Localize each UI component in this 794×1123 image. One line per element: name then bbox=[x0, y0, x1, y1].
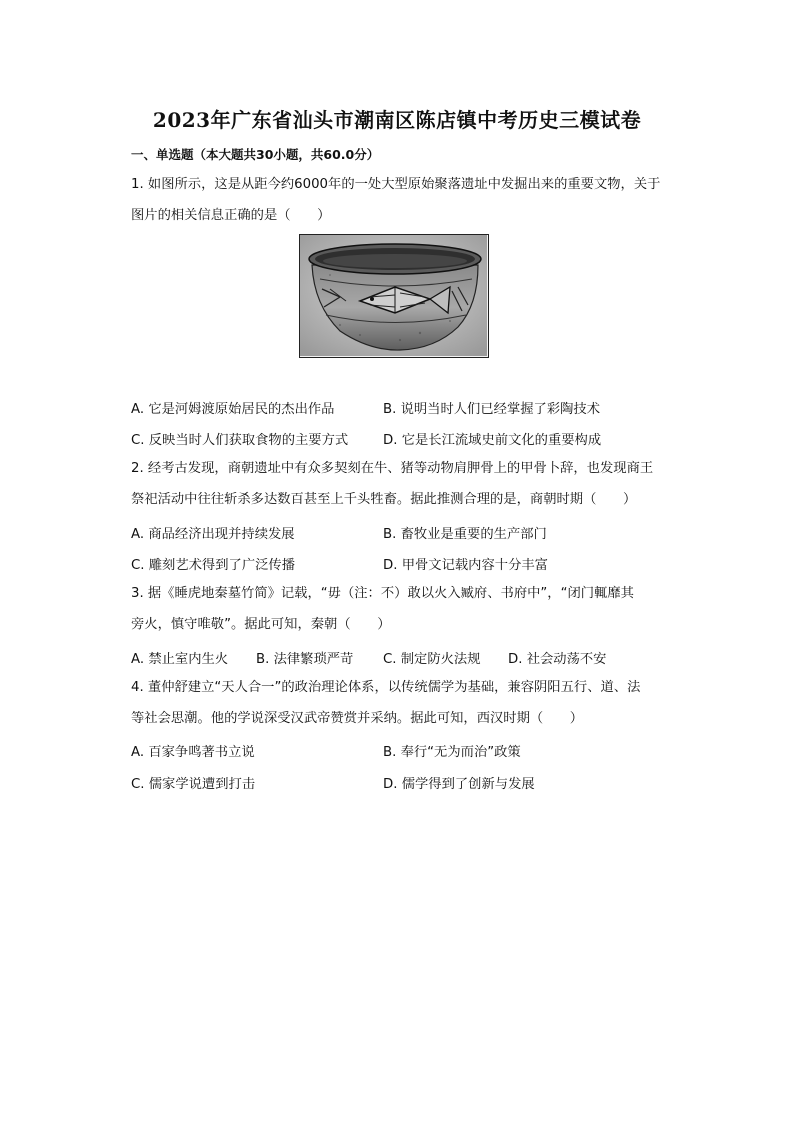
section-heading: 一、单选题（本大题共30小题，共60.0分） bbox=[131, 147, 380, 162]
question-3-option-c: C. 制定防火法规 bbox=[383, 652, 481, 667]
question-2-option-c: C. 雕刻艺术得到了广泛传播 bbox=[131, 558, 296, 573]
question-1-option-b: B. 说明当时人们已经掌握了彩陶技术 bbox=[383, 402, 601, 417]
question-1-option-a: A. 它是河姆渡原始居民的杰出作品 bbox=[131, 402, 335, 417]
pottery-basin-illustration bbox=[300, 235, 487, 356]
question-3-option-a: A. 禁止室内生火 bbox=[131, 652, 229, 667]
page-title: 2023年广东省汕头市潮南区陈店镇中考历史三模试卷 bbox=[152, 108, 642, 132]
question-3-line-1: 3. 据《睡虎地秦墓竹简》记载，“毋（注：不）敢以火入臧府、书府中”，“闭门輒靡其 bbox=[131, 586, 634, 601]
pottery-basin-image bbox=[299, 234, 489, 358]
question-3-option-b: B. 法律繁琐严苛 bbox=[256, 652, 354, 667]
question-4-line-2: 等社会思潮。他的学说深受汉武帝赞赏并采纳。据此可知，西汉时期（ ） bbox=[131, 711, 584, 726]
question-4-line-1: 4. 董仲舒建立“天人合一”的政治理论体系，以传统儒学为基础，兼容阴阳五行、道、法 bbox=[131, 680, 641, 695]
question-1-option-c: C. 反映当时人们获取食物的主要方式 bbox=[131, 433, 349, 448]
question-3-line-2: 旁火，慎守唯敬”。据此可知，秦朝（ ） bbox=[131, 617, 391, 632]
question-2-option-d: D. 甲骨文记载内容十分丰富 bbox=[383, 558, 548, 573]
question-2-option-a: A. 商品经济出现并持续发展 bbox=[131, 527, 295, 542]
question-2-line-2: 祭祀活动中往往斩杀多达数百甚至上千头牲畜。据此推测合理的是，商朝时期（ ） bbox=[131, 492, 637, 507]
question-2-option-b: B. 畜牧业是重要的生产部门 bbox=[383, 527, 547, 542]
question-1-line-1: 1. 如图所示，这是从距今约6000年的一处大型原始聚落遗址中发掘出来的重要文物，关于 bbox=[131, 177, 661, 192]
question-1-line-2: 图片的相关信息正确的是（ ） bbox=[131, 208, 331, 223]
question-4-option-a: A. 百家争鸣著书立说 bbox=[131, 745, 255, 760]
question-3-option-d: D. 社会动荡不安 bbox=[508, 652, 607, 667]
question-4-option-d: D. 儒学得到了创新与发展 bbox=[383, 777, 535, 792]
question-4-option-b: B. 奉行“无为而治”政策 bbox=[383, 745, 521, 760]
question-4-option-c: C. 儒家学说遭到打击 bbox=[131, 777, 256, 792]
question-2-line-1: 2. 经考古发现，商朝遗址中有众多契刻在牛、猪等动物肩胛骨上的甲骨卜辞，也发现商王 bbox=[131, 461, 654, 476]
question-1-option-d: D. 它是长江流域史前文化的重要构成 bbox=[383, 433, 602, 448]
